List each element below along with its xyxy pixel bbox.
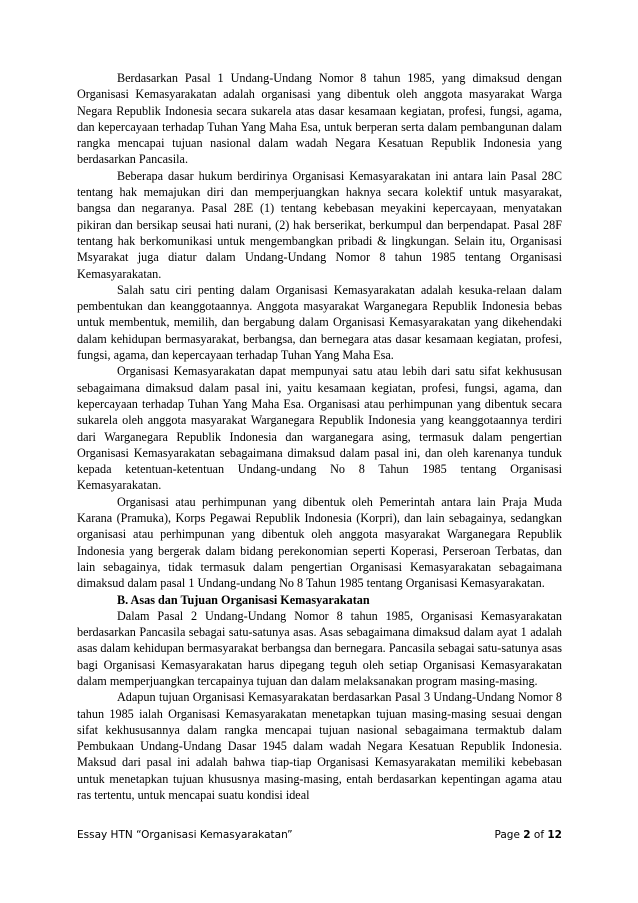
paragraph: Adapun tujuan Organisasi Kemasyarakatan berdasarkan Pasal 3 Undang-Undang Nomor 8 tahun 1985 ialah Organisasi Kemasyarakatan menetapkan tujuan masing-masing sesuai dengan sifat kekhususannya dalam rangka mencapai tujuan nasional sebagaimana termaktub dalam Pembukaan Undang-Undang Dasar 1945 dalam wadah Negara Kesatuan Republik Indonesia. Maksud dari pasal ini adalah bahwa tiap-tiap Organisasi Kemasyarakatan memiliki kebebasan untuk menetapkan tujuan khususnya masing-masing, entah berdasarkan kepentingan agama atau ras tertentu, untuk mencapai suatu kondisi ideal [77, 690, 562, 803]
page-footer [77, 829, 562, 841]
paragraph: Organisasi Kemasyarakatan dapat mempunyai satu atau lebih dari satu sifat kekhususan sebagaimana dimaksud dalam pasal ini, yaitu kesamaan kegiatan, profesi, fungsi, agama, dan kepercayaan terhadap Tuhan Yang Maha Esa. Organisasi atau perhimpunan yang dibentuk secara sukarela oleh anggota masyarakat Warganegara Republik Indonesia yang keanggotaannya terdiri dari Warganegara Republik Indonesia dan warganegara asing, termasuk dalam pengertian Organisasi Kemasyarakatan sebagaimana dimaksud dalam pasal ini, dan oleh karenanya tunduk kepada ketentuan-ketentuan Undang-undang No 8 Tahun 1985 tentang Organisasi Kemasyarakatan. [77, 364, 562, 493]
footer-title: Essay HTN “Organisasi Kemasyarakatan” [77, 829, 293, 841]
paragraph: Berdasarkan Pasal 1 Undang-Undang Nomor 8 tahun 1985, yang dimaksud dengan Organisasi Kemasyarakatan adalah organisasi yang dibentuk oleh anggota masyarakat Warga Negara Republik Indonesia secara sukarela atas dasar kesamaan kegiatan, profesi, fungsi, agama, dan kepercayaan terhadap Tuhan Yang Maha Esa, untuk berperan serta dalam pembangunan dalam rangka mencapai tujuan nasional dalam wadah Negara Kesatuan Republik Indonesia yang berdasarkan Pancasila. [77, 71, 562, 167]
page-indicator [494, 829, 562, 841]
section-heading: B. Asas dan Tujuan Organisasi Kemasyarakatan [117, 592, 370, 607]
paragraph: Beberapa dasar hukum berdirinya Organisasi Kemasyarakatan ini antara lain Pasal 28C tentang hak memajukan diri dan memperjuangkan haknya secara kolektif untuk masyarakat, bangsa dan negaranya. Pasal 28E (1) tentang kebebasan meyakini kepercayaan, menyatakan pikiran dan bersikap seusai hati nurani, (2) hak berserikat, berkumpul dan berpendapat. Pasal 28F tentang hak berkomunikasi untuk mengembangkan pribadi & lingkungan. Selain itu, Organisasi Msyarakat juga diatur dalam Undang-Undang Nomor 8 tahun 1985 tentang Organisasi Kemasyarakatan. [77, 168, 562, 281]
paragraph: Dalam Pasal 2 Undang-Undang Nomor 8 tahun 1985, Organisasi Kemasyarakatan berdasarkan Pancasila sebagai satu-satunya asas. Asas sebagaimana dimaksud dalam ayat 1 adalah asas dalam kehidupan bermasyarakat berbangsa dan bernegara. Pancasila sebagai satu-satunya asas bagi Organisasi Kemasyarakatan harus dipegang teguh oleh setiap Organisasi Kemasyarakatan dalam memperjuangkan tercapainya tujuan dan dalam melaksanakan program masing-masing. [77, 608, 562, 688]
paragraph: Salah satu ciri penting dalam Organisasi Kemasyarakatan adalah kesuka-relaan dalam pembentukan dan keanggotaannya. Anggota masyarakat Warganegara Republik Indonesia bebas untuk membentuk, memilih, dan bergabung dalam Organisasi Kemasyarakatan yang dikehendaki dalam kehidupan bermasyarakat, berbangsa, dan bernegara atas dasar kesamaan kegiatan, profesi, fungsi, agama, dan kepercayaan terhadap Tuhan Yang Maha Esa. [77, 282, 562, 363]
page-body [77, 70, 562, 803]
of-word: of [533, 829, 545, 841]
page-total: 12 [547, 829, 562, 841]
page-number: 2 [523, 829, 531, 841]
paragraph: Organisasi atau perhimpunan yang dibentuk oleh Pemerintah antara lain Praja Muda Karana (Pramuka), Korps Pegawai Republik Indonesia (Korpri), dan lain sebagainya, sedangkan organisasi atau perhimpunan yang dibentuk oleh anggota masyarakat Warganegara Republik Indonesia yang bergerak dalam bidang perekonomian seperti Koperasi, Perseroan Terbatas, dan lain sebagainya, tidak termasuk dalam pengertian Organisasi Kemasyarakatan sebagaimana dimaksud dalam pasal 1 Undang-undang No 8 Tahun 1985 tentang Organisasi Kemasyarakatan. [77, 494, 562, 591]
page-word: Page [494, 829, 520, 841]
